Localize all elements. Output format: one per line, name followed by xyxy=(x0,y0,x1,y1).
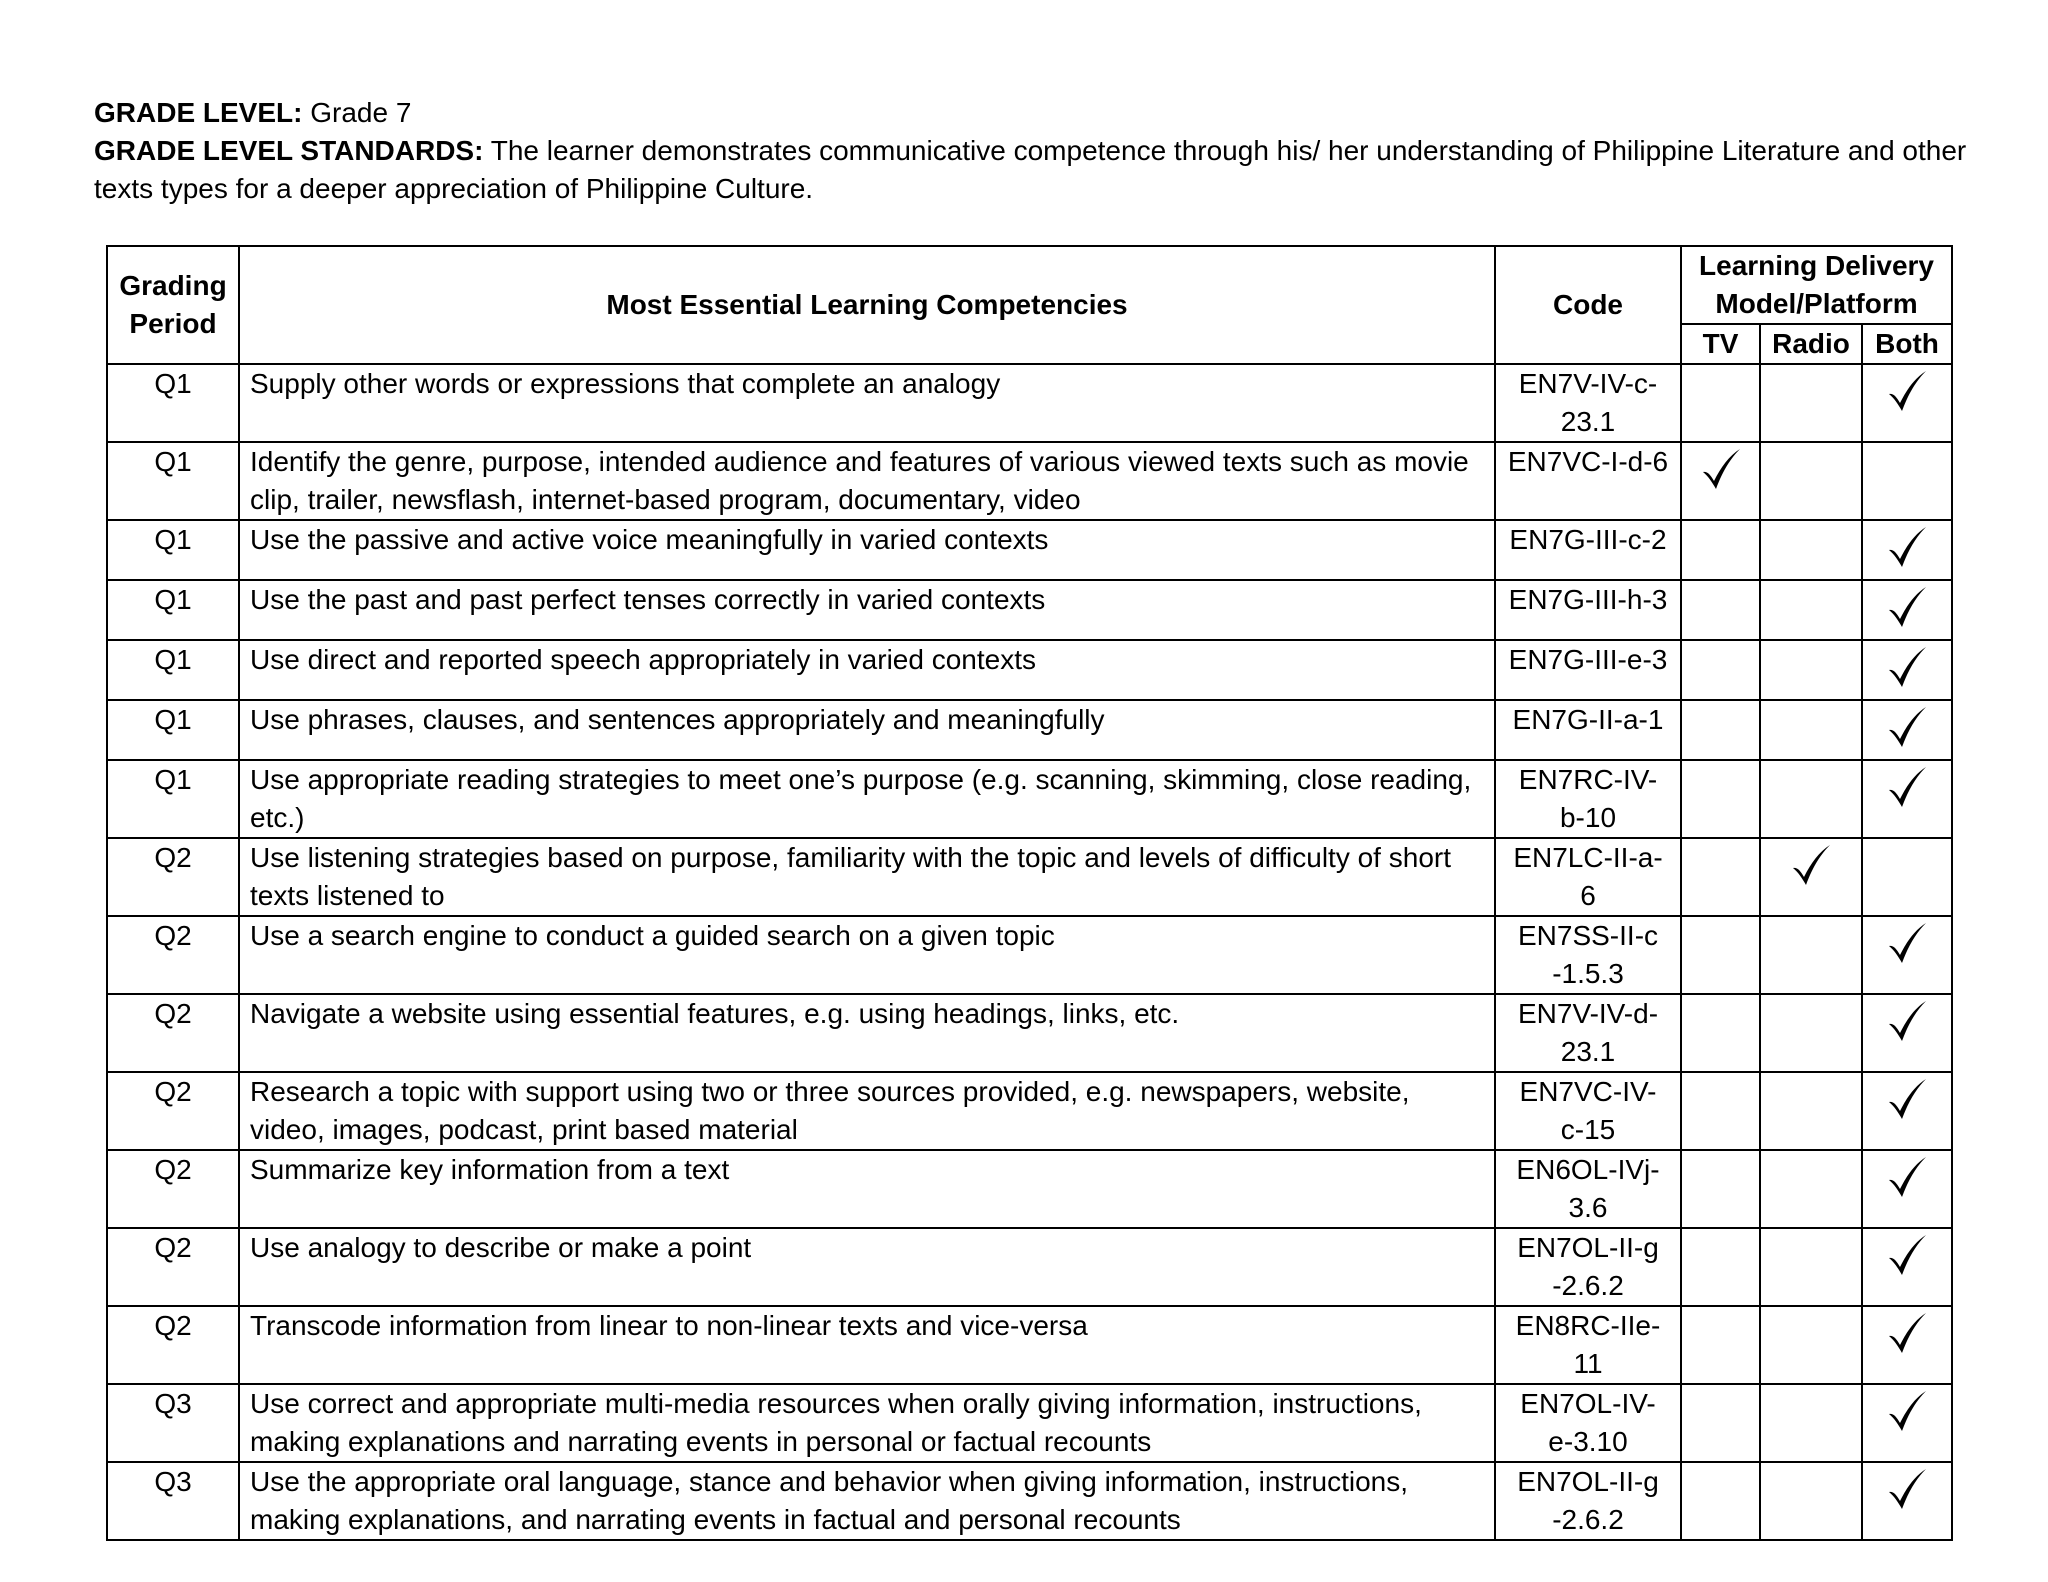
table-row xyxy=(107,1462,1952,1540)
check-mark-icon xyxy=(1886,1077,1928,1121)
grading-period-cell: Q2 xyxy=(107,838,239,916)
competency-cell: Use direct and reported speech appropriately in varied contexts xyxy=(239,640,1495,700)
code-text: EN7G-III-e-3 xyxy=(1508,644,1668,675)
table-row xyxy=(107,640,1952,700)
radio-cell xyxy=(1760,916,1862,994)
tv-cell xyxy=(1681,1150,1760,1228)
code-cell xyxy=(1495,700,1681,760)
check-mark-icon xyxy=(1886,525,1928,569)
code-cell xyxy=(1495,364,1681,442)
radio-cell xyxy=(1760,700,1862,760)
radio-cell xyxy=(1760,1384,1862,1462)
check-mark-icon xyxy=(1886,1311,1928,1355)
table-row xyxy=(107,442,1952,520)
code-text: EN7G-III-h-3 xyxy=(1508,584,1668,615)
competency-cell: Transcode information from linear to non-linear texts and vice-versa xyxy=(239,1306,1495,1384)
table-row xyxy=(107,1072,1952,1150)
competency-cell: Identify the genre, purpose, intended audience and features of various viewed texts such as movie clip, trailer, newsflash, internet-based program, documentary, video xyxy=(239,442,1495,520)
check-mark-icon xyxy=(1886,585,1928,629)
code-cell xyxy=(1495,838,1681,916)
grade-level-label: GRADE LEVEL: xyxy=(94,97,303,128)
tv-cell xyxy=(1681,640,1760,700)
competency-cell: Use the past and past perfect tenses correctly in varied contexts xyxy=(239,580,1495,640)
radio-cell xyxy=(1760,1150,1862,1228)
grading-period-cell: Q2 xyxy=(107,1306,239,1384)
competency-cell: Use the appropriate oral language, stance and behavior when giving information, instructions, making explanations, and narrating events in factual and personal recounts xyxy=(239,1462,1495,1540)
competency-cell: Use correct and appropriate multi-media resources when orally giving information, instructions, making explanations and narrating events in personal or factual recounts xyxy=(239,1384,1495,1462)
both-cell xyxy=(1862,760,1952,838)
check-mark-icon xyxy=(1886,999,1928,1043)
header-code: Code xyxy=(1495,246,1681,364)
competency-cell: Research a topic with support using two or three sources provided, e.g. newspapers, website, video, images, podcast, print based material xyxy=(239,1072,1495,1150)
table-body xyxy=(107,364,1952,1540)
competency-cell: Use the passive and active voice meaningfully in varied contexts xyxy=(239,520,1495,580)
code-cell xyxy=(1495,442,1681,520)
code-cell xyxy=(1495,1228,1681,1306)
code-text: EN7OL-II-g-2.6.2 xyxy=(1517,1466,1659,1535)
table-row xyxy=(107,1306,1952,1384)
tv-cell xyxy=(1681,364,1760,442)
radio-cell xyxy=(1760,760,1862,838)
grading-period-cell: Q1 xyxy=(107,580,239,640)
competency-cell: Supply other words or expressions that complete an analogy xyxy=(239,364,1495,442)
check-mark-icon xyxy=(1886,705,1928,749)
grading-period-cell: Q1 xyxy=(107,640,239,700)
both-cell xyxy=(1862,838,1952,916)
tv-cell xyxy=(1681,760,1760,838)
grading-period-cell: Q2 xyxy=(107,1072,239,1150)
grading-period-cell: Q1 xyxy=(107,760,239,838)
both-cell xyxy=(1862,1150,1952,1228)
competency-cell: Use a search engine to conduct a guided search on a given topic xyxy=(239,916,1495,994)
tv-cell xyxy=(1681,520,1760,580)
radio-cell xyxy=(1760,442,1862,520)
table-row xyxy=(107,838,1952,916)
code-cell xyxy=(1495,1462,1681,1540)
tv-cell xyxy=(1681,1462,1760,1540)
competency-cell: Use analogy to describe or make a point xyxy=(239,1228,1495,1306)
both-cell xyxy=(1862,364,1952,442)
grading-period-cell: Q1 xyxy=(107,700,239,760)
radio-cell xyxy=(1760,1306,1862,1384)
competencies-table xyxy=(106,245,1953,1541)
header-grading-period: Grading Period xyxy=(107,246,239,364)
code-cell xyxy=(1495,1384,1681,1462)
code-text: EN8RC-IIe-11 xyxy=(1515,1310,1661,1379)
code-text: EN7SS-II-c-1.5.3 xyxy=(1517,920,1659,989)
code-text: EN7V-IV-c-23.1 xyxy=(1518,368,1658,437)
code-cell xyxy=(1495,994,1681,1072)
competency-cell: Summarize key information from a text xyxy=(239,1150,1495,1228)
code-cell xyxy=(1495,580,1681,640)
radio-cell xyxy=(1760,838,1862,916)
tv-cell xyxy=(1681,1306,1760,1384)
code-text: EN7VC-I-d-6 xyxy=(1507,446,1669,477)
radio-cell xyxy=(1760,994,1862,1072)
table-row xyxy=(107,700,1952,760)
code-cell xyxy=(1495,1150,1681,1228)
grading-period-cell: Q3 xyxy=(107,1462,239,1540)
both-cell xyxy=(1862,1384,1952,1462)
both-cell xyxy=(1862,700,1952,760)
code-cell xyxy=(1495,916,1681,994)
code-text: EN7G-II-a-1 xyxy=(1512,704,1664,735)
table-row xyxy=(107,580,1952,640)
check-mark-icon xyxy=(1886,369,1928,413)
radio-cell xyxy=(1760,1072,1862,1150)
tv-cell xyxy=(1681,916,1760,994)
code-text: EN7G-III-c-2 xyxy=(1509,524,1667,555)
both-cell xyxy=(1862,1462,1952,1540)
both-cell xyxy=(1862,1072,1952,1150)
check-mark-icon xyxy=(1790,843,1832,887)
tv-cell xyxy=(1681,442,1760,520)
check-mark-icon xyxy=(1700,447,1742,491)
grading-period-cell: Q1 xyxy=(107,442,239,520)
grading-period-cell: Q1 xyxy=(107,364,239,442)
code-text: EN7OL-II-g-2.6.2 xyxy=(1517,1232,1659,1301)
both-cell xyxy=(1862,1228,1952,1306)
check-mark-icon xyxy=(1886,1467,1928,1511)
grade-level-standards-label: GRADE LEVEL STANDARDS: xyxy=(94,135,484,166)
grading-period-cell: Q2 xyxy=(107,994,239,1072)
tv-cell xyxy=(1681,1384,1760,1462)
tv-cell xyxy=(1681,1228,1760,1306)
grading-period-cell: Q3 xyxy=(107,1384,239,1462)
radio-cell xyxy=(1760,1228,1862,1306)
tv-cell xyxy=(1681,1072,1760,1150)
grading-period-cell: Q2 xyxy=(107,1228,239,1306)
header-radio: Radio xyxy=(1760,324,1862,364)
check-mark-icon xyxy=(1886,921,1928,965)
radio-cell xyxy=(1760,1462,1862,1540)
radio-cell xyxy=(1760,520,1862,580)
code-cell xyxy=(1495,520,1681,580)
table-row xyxy=(107,994,1952,1072)
table-row xyxy=(107,364,1952,442)
radio-cell xyxy=(1760,640,1862,700)
code-text: EN7V-IV-d-23.1 xyxy=(1517,998,1659,1067)
check-mark-icon xyxy=(1886,1155,1928,1199)
code-cell xyxy=(1495,760,1681,838)
tv-cell xyxy=(1681,700,1760,760)
both-cell xyxy=(1862,994,1952,1072)
both-cell xyxy=(1862,640,1952,700)
table-row xyxy=(107,760,1952,838)
radio-cell xyxy=(1760,364,1862,442)
table-header xyxy=(107,246,1952,364)
tv-cell xyxy=(1681,838,1760,916)
competency-cell: Use appropriate reading strategies to meet one’s purpose (e.g. scanning, skimming, close reading, etc.) xyxy=(239,760,1495,838)
table-row xyxy=(107,1384,1952,1462)
grade-level-value: Grade 7 xyxy=(310,97,412,128)
code-text: EN7VC-IV-c-15 xyxy=(1519,1076,1657,1145)
both-cell xyxy=(1862,442,1952,520)
both-cell xyxy=(1862,1306,1952,1384)
document-header xyxy=(94,94,1974,208)
header-tv: TV xyxy=(1681,324,1760,364)
grading-period-cell: Q2 xyxy=(107,916,239,994)
code-text: EN7LC-II-a-6 xyxy=(1513,842,1663,911)
header-competencies: Most Essential Learning Competencies xyxy=(239,246,1495,364)
header-both: Both xyxy=(1862,324,1952,364)
table-row xyxy=(107,1228,1952,1306)
grading-period-cell: Q1 xyxy=(107,520,239,580)
check-mark-icon xyxy=(1886,1233,1928,1277)
tv-cell xyxy=(1681,580,1760,640)
grade-level-line xyxy=(94,94,1974,132)
both-cell xyxy=(1862,580,1952,640)
check-mark-icon xyxy=(1886,1389,1928,1433)
code-text: EN7OL-IV-e-3.10 xyxy=(1520,1388,1656,1457)
check-mark-icon xyxy=(1886,645,1928,689)
table-row xyxy=(107,916,1952,994)
competency-cell: Use listening strategies based on purpose, familiarity with the topic and levels of difficulty of short texts listened to xyxy=(239,838,1495,916)
table-row xyxy=(107,1150,1952,1228)
grade-level-standards-text: The learner demonstrates communicative competence through his/ her understanding of Philippine Literature and other texts types for a deeper appreciation of Philippine Culture. xyxy=(94,135,1967,204)
both-cell xyxy=(1862,916,1952,994)
code-text: EN6OL-IVj-3.6 xyxy=(1516,1154,1660,1223)
code-cell xyxy=(1495,640,1681,700)
radio-cell xyxy=(1760,580,1862,640)
code-cell xyxy=(1495,1306,1681,1384)
tv-cell xyxy=(1681,994,1760,1072)
grading-period-cell: Q2 xyxy=(107,1150,239,1228)
both-cell xyxy=(1862,520,1952,580)
competency-cell: Use phrases, clauses, and sentences appropriately and meaningfully xyxy=(239,700,1495,760)
code-text: EN7RC-IV-b-10 xyxy=(1518,764,1658,833)
competency-cell: Navigate a website using essential features, e.g. using headings, links, etc. xyxy=(239,994,1495,1072)
header-learning-delivery: Learning Delivery Model/Platform xyxy=(1681,246,1952,324)
table-row xyxy=(107,520,1952,580)
check-mark-icon xyxy=(1886,765,1928,809)
code-cell xyxy=(1495,1072,1681,1150)
grade-level-standards-line xyxy=(94,132,1974,208)
